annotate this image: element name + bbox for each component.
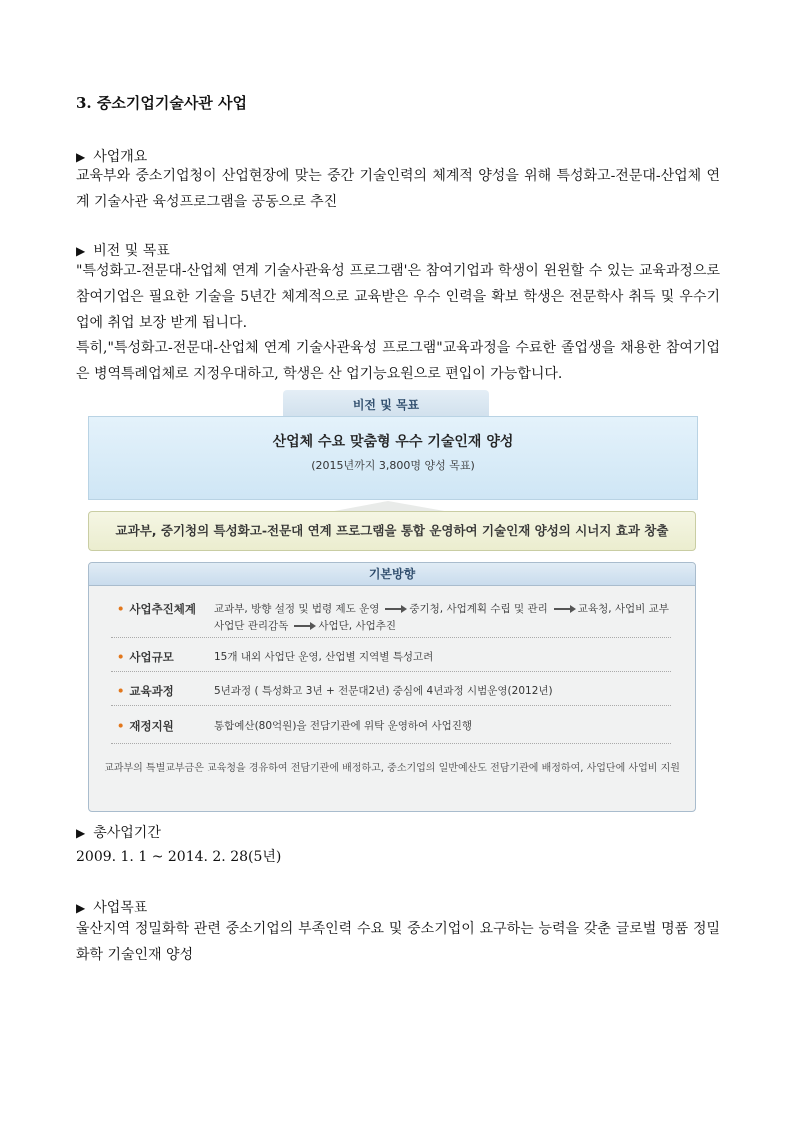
basic-direction-box [88, 562, 696, 812]
goal-text: 울산지역 정밀화학 관련 중소기업의 부족인력 수요 및 중소기업이 요구하는 능력을 갖춘 글로벌 명품 정밀화학 기술인재 양성 [76, 921, 720, 963]
row-divider [111, 705, 671, 706]
triangle-bullet-icon: ▶ [76, 244, 86, 258]
structure-step-1: 교과부, 방향 설정 및 법령 제도 운영 [214, 603, 380, 615]
row-divider [111, 743, 671, 744]
triangle-bullet-icon: ▶ [76, 150, 86, 164]
arrow-right-icon [294, 625, 312, 627]
goal-box [88, 416, 698, 500]
row-divider [111, 671, 671, 672]
vision-title [76, 240, 170, 260]
structure-step-4: 사업단 관리감독 [214, 620, 289, 632]
row-desc: 15개 내외 사업단 운영, 산업별 지역별 특성고려 [214, 651, 434, 663]
vision-text-2: 특히,"특성화고-전문대-산업체 연계 기술사관육성 프로그램"교육과정을 수료한 졸업생을 채용한 참여기업은 병역특례업체로 지정우대하고, 학생은 산 업기능요원으로 편입이 가능합니다. [76, 340, 720, 382]
goal-title-text: 사업목표 [93, 900, 148, 916]
row-label: • 재정지원 [117, 719, 174, 733]
structure-step-5: 사업단, 사업추진 [318, 620, 397, 632]
section-heading: 3. 중소기업기술사관 사업 [76, 94, 248, 112]
triangle-bullet-icon: ▶ [76, 901, 86, 915]
diagram-tab: 비전 및 목표 [283, 390, 489, 420]
row-desc [214, 601, 689, 635]
vision-diagram [88, 390, 700, 815]
row-label: • 사업규모 [117, 650, 174, 664]
overview-text: 교육부와 중소기업청이 산업현장에 맞는 중간 기술인력의 체계적 양성을 위해 특성화고-전문대-산업체 연계 기술사관 육성프로그램을 공동으로 추진 [76, 168, 720, 210]
diagram-footnote: 교과부의 특별교부금은 교육청을 경유하여 전담기관에 배정하고, 중소기업의 일반예산도 전담기관에 배정하여, 사업단에 사업비 지원 [104, 763, 680, 774]
goal-sub-text: (2015년까지 3,800명 양성 목표) [311, 459, 475, 472]
overview-title-text: 사업개요 [93, 149, 148, 165]
synergy-banner: 교과부, 중기청의 특성화고-전문대 연계 프로그램을 통합 운영하여 기술인재 양성의 시너지 효과 창출 [88, 511, 696, 551]
structure-step-2: 중기청, 사업계획 수립 및 관리 [409, 603, 548, 615]
period-title-text: 총사업기간 [93, 825, 161, 841]
basic-direction-title: 기본방향 [89, 563, 695, 586]
row-label: • 사업추진체계 [117, 602, 197, 616]
row-divider [111, 637, 671, 638]
period-text: 2009. 1. 1 ~ 2014. 2. 28(5년) [76, 849, 282, 865]
vision-title-text: 비전 및 목표 [93, 243, 170, 259]
structure-step-3: 교육청, 사업비 교부 [577, 603, 669, 615]
arrow-right-icon [385, 608, 403, 610]
vision-text-1: "특성화고-전문대-산업체 연계 기술사관육성 프로그램'은 참여기업과 학생이 윈윈할 수 있는 교육과정으로 참여기업은 필요한 기술을 5년간 체계적으로 교육받은 우수 인력을 확보 학생은 전문학사 취득 및 우수기업에 취업 보장 받게 됩니다. [76, 263, 720, 331]
goal-title [76, 897, 147, 917]
row-desc: 5년과정 ( 특성화고 3년 + 전문대2년) 중심에 4년과정 시범운영(2012년) [214, 685, 553, 697]
row-desc: 통합예산(80억원)을 전담기관에 위탁 운영하여 사업진행 [214, 720, 473, 732]
goal-main-text: 산업체 수요 맞춤형 우수 기술인재 양성 [272, 434, 514, 450]
row-label: • 교육과정 [117, 684, 174, 698]
triangle-bullet-icon: ▶ [76, 826, 86, 840]
period-title [76, 822, 161, 842]
arrow-right-icon [554, 608, 572, 610]
